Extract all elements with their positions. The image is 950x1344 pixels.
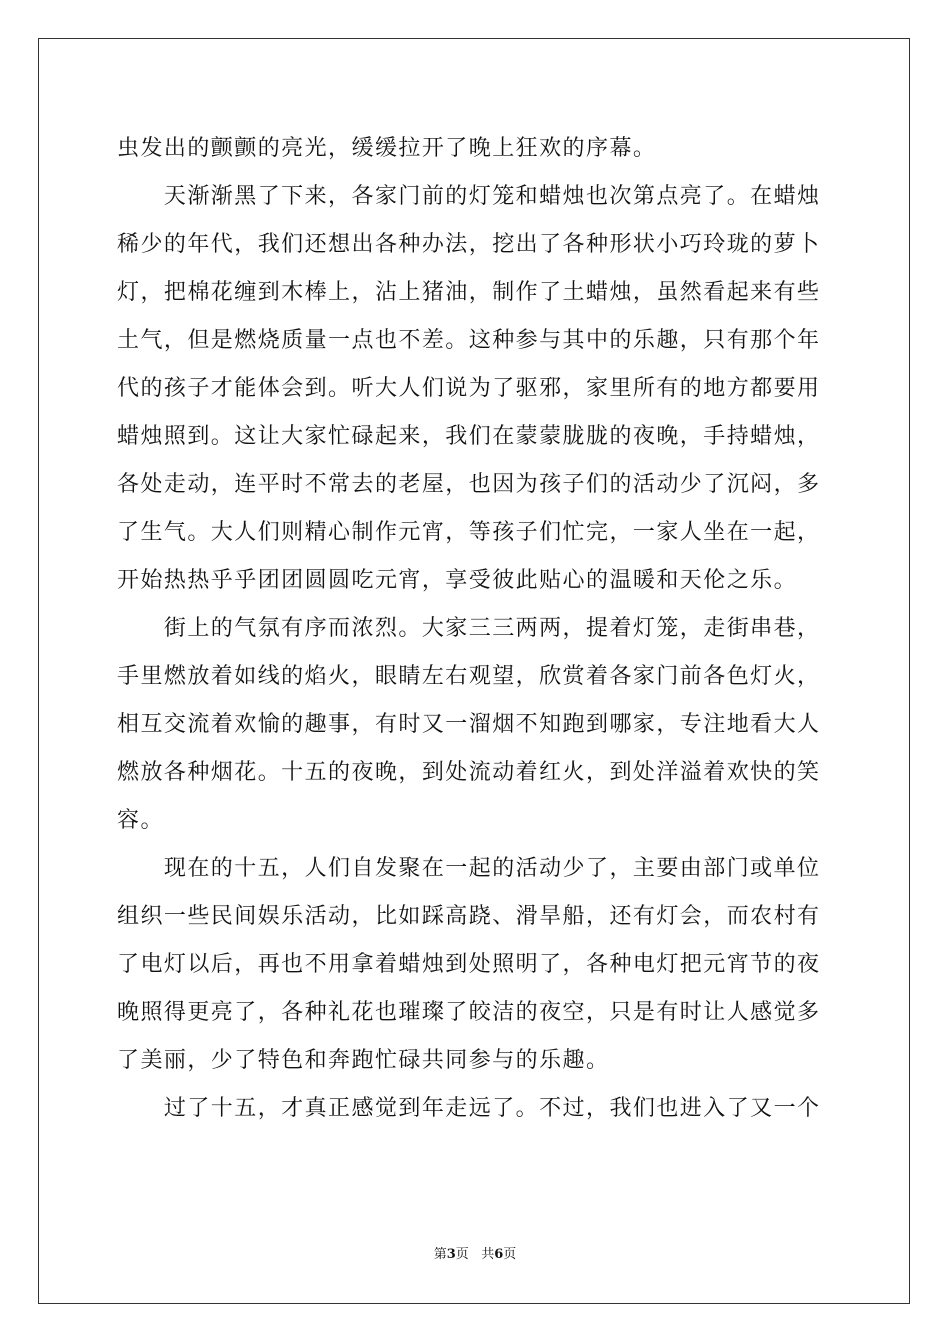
text-line: 过了十五，才真正感觉到年走远了。不过，我们也进入了又一个	[117, 1096, 821, 1121]
text-line: 容。	[117, 808, 164, 833]
text-line: 了美丽，少了特色和奔跑忙碌共同参与的乐趣。	[117, 1048, 610, 1073]
text-line: 了生气。大人们则精心制作元宵，等孩子们忙完，一家人坐在一起，	[117, 520, 821, 545]
text-line: 手里燃放着如线的焰火，眼睛左右观望，欣赏着各家门前各色灯火，	[117, 664, 821, 689]
text-line: 蜡烛照到。这让大家忙碌起来，我们在蒙蒙胧胧的夜晚，手持蜡烛，	[117, 424, 821, 449]
text-line: 各处走动，连平时不常去的老屋，也因为孩子们的活动少了沉闷，多	[117, 472, 821, 497]
text-line: 了电灯以后，再也不用拿着蜡烛到处照明了，各种电灯把元宵节的夜	[117, 952, 821, 977]
text-line: 晚照得更亮了，各种礼花也璀璨了皎洁的夜空，只是有时让人感觉多	[117, 1000, 821, 1025]
text-line: 燃放各种烟花。十五的夜晚，到处流动着红火，到处洋溢着欢快的笑	[117, 760, 821, 785]
page-number-suffix: 页	[455, 1247, 469, 1262]
text-line: 街上的气氛有序而浓烈。大家三三两两，提着灯笼，走街串巷，	[117, 616, 821, 641]
text-line: 虫发出的颤颤的亮光，缓缓拉开了晚上狂欢的序幕。	[117, 136, 657, 161]
page-footer	[0, 1245, 950, 1265]
text-line: 开始热热乎乎团团圆圆吃元宵，享受彼此贴心的温暖和天伦之乐。	[117, 568, 798, 593]
text-line: 土气，但是燃烧质量一点也不差。这种参与其中的乐趣，只有那个年	[117, 328, 821, 353]
page-total-suffix: 页	[503, 1247, 517, 1262]
page-total: 6	[494, 1247, 504, 1262]
page-number-prefix: 第	[433, 1247, 447, 1262]
text-line: 相互交流着欢愉的趣事，有时又一溜烟不知跑到哪家，专注地看大人	[117, 712, 821, 737]
text-line: 代的孩子才能体会到。听大人们说为了驱邪，家里所有的地方都要用	[117, 376, 821, 401]
text-line: 组织一些民间娱乐活动，比如踩高跷、滑旱船，还有灯会，而农村有	[117, 904, 821, 929]
text-line: 现在的十五，人们自发聚在一起的活动少了，主要由部门或单位	[117, 856, 821, 881]
page-number-current: 3	[446, 1247, 456, 1262]
text-line: 稀少的年代，我们还想出各种办法，挖出了各种形状小巧玲珑的萝卜	[117, 232, 821, 257]
text-line: 灯，把棉花缠到木棒上，沾上猪油，制作了土蜡烛，虽然看起来有些	[117, 280, 821, 305]
document-body	[117, 125, 837, 1133]
text-line: 天渐渐黑了下来，各家门前的灯笼和蜡烛也次第点亮了。在蜡烛	[117, 184, 821, 209]
page-total-prefix: 共	[481, 1247, 495, 1262]
